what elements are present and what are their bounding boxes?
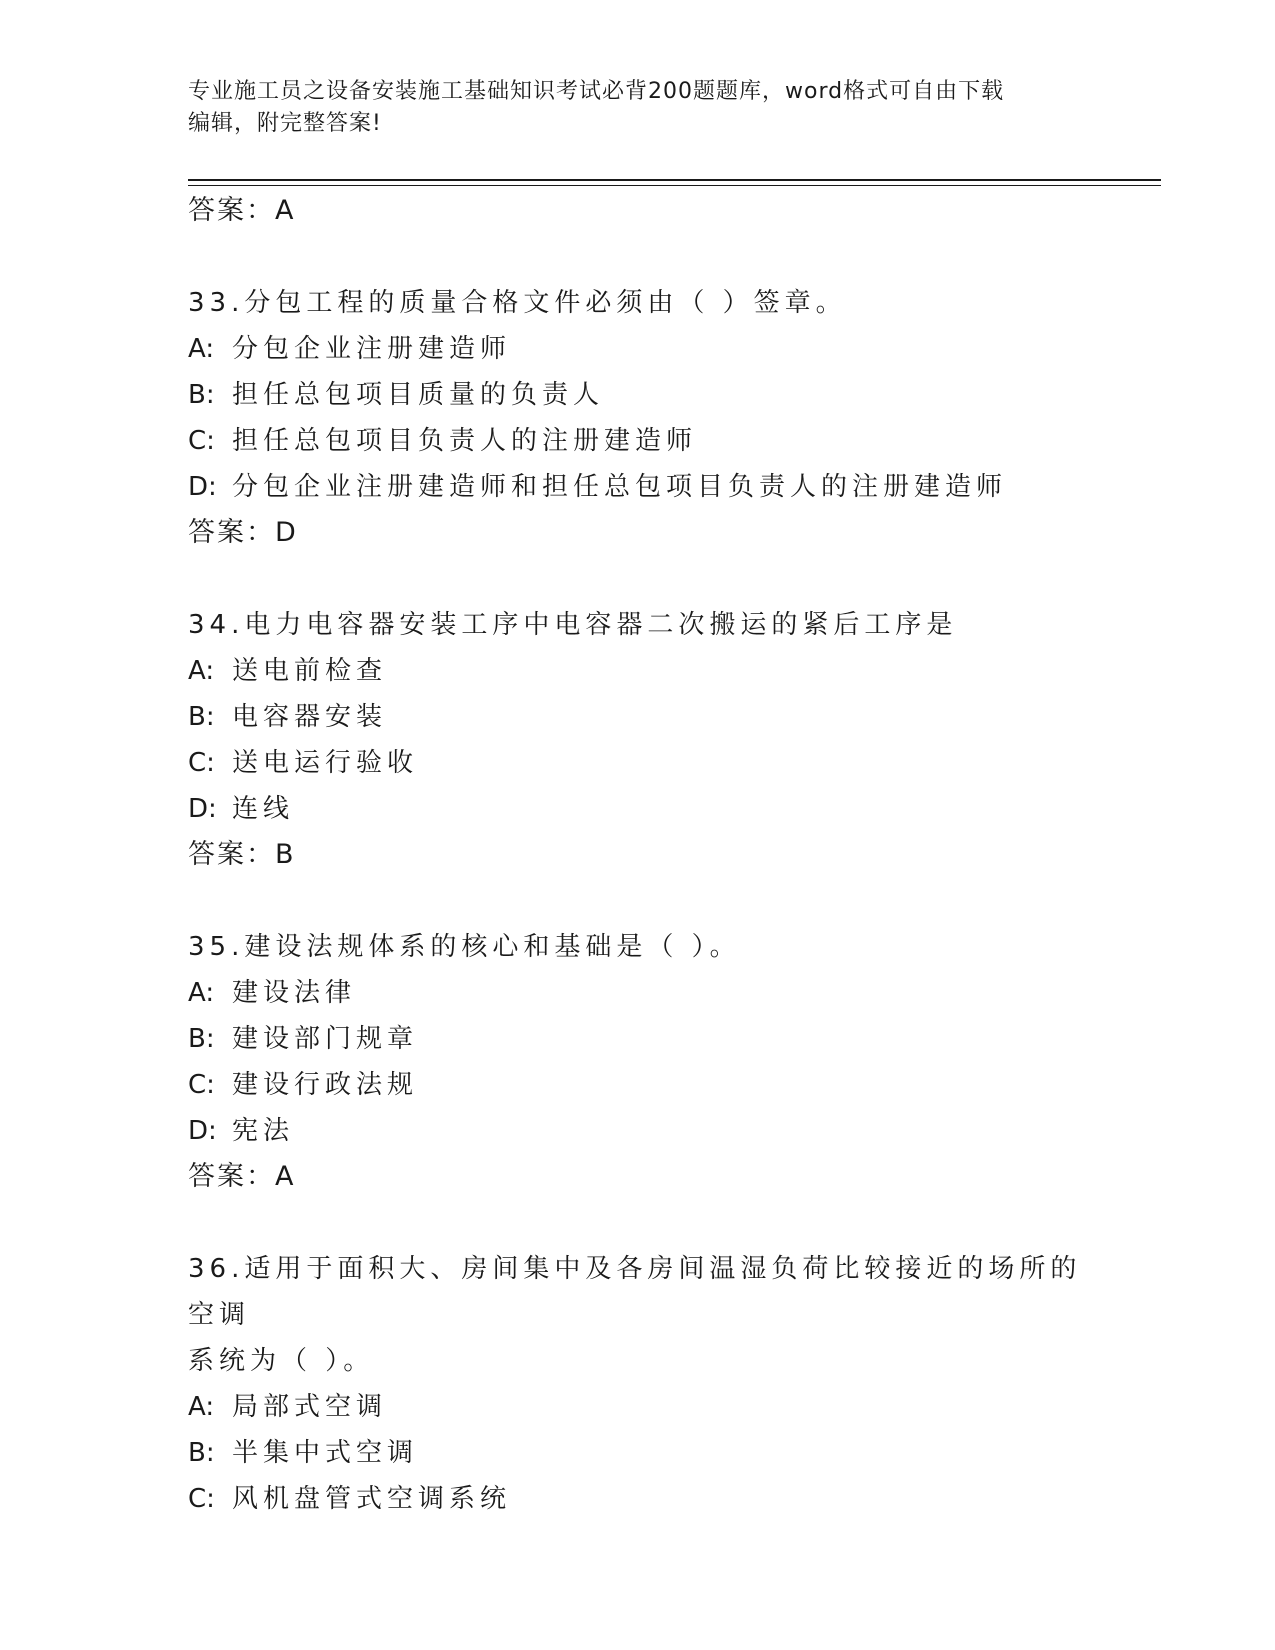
option-d: D: 连线 bbox=[188, 794, 295, 824]
question-34 bbox=[188, 602, 1088, 878]
option-a: A: 分包企业注册建造师 bbox=[188, 334, 512, 364]
header-rule-thick bbox=[188, 179, 1161, 181]
question-text-line-1: 36.适用于面积大、房间集中及各房间温湿负荷比较接近的场所的空调 bbox=[188, 1254, 1082, 1330]
option-a: A: 送电前检查 bbox=[188, 656, 388, 686]
question-33 bbox=[188, 280, 1088, 556]
option-d: D: 宪法 bbox=[188, 1116, 295, 1146]
answer-line: 答案：D bbox=[188, 517, 298, 548]
header-rule-thin bbox=[188, 185, 1161, 186]
option-c: C: 送电运行验收 bbox=[188, 748, 419, 778]
answer-line: 答案：A bbox=[188, 195, 296, 226]
option-b: B: 半集中式空调 bbox=[188, 1438, 419, 1468]
answer-line: 答案：B bbox=[188, 839, 296, 870]
option-c: C: 建设行政法规 bbox=[188, 1070, 419, 1100]
option-a: A: 局部式空调 bbox=[188, 1392, 388, 1422]
header-line-1: 专业施工员之设备安装施工基础知识考试必背200题题库，word格式可自由下载 bbox=[188, 79, 1005, 104]
option-a: A: 建设法律 bbox=[188, 978, 357, 1008]
question-35 bbox=[188, 924, 1088, 1200]
option-d: D: 分包企业注册建造师和担任总包项目负责人的注册建造师 bbox=[188, 472, 1008, 502]
question-text: 34.电力电容器安装工序中电容器二次搬运的紧后工序是 bbox=[188, 610, 958, 640]
option-b: B: 建设部门规章 bbox=[188, 1024, 419, 1054]
answer-line: 答案：A bbox=[188, 1161, 296, 1192]
option-b: B: 担任总包项目质量的负责人 bbox=[188, 380, 605, 410]
question-36 bbox=[188, 1246, 1088, 1522]
option-c: C: 担任总包项目负责人的注册建造师 bbox=[188, 426, 698, 456]
document-header bbox=[188, 76, 1068, 140]
option-c: C: 风机盘管式空调系统 bbox=[188, 1484, 512, 1514]
question-text: 33.分包工程的质量合格文件必须由（ ）签章。 bbox=[188, 288, 847, 318]
question-text: 35.建设法规体系的核心和基础是（ ）。 bbox=[188, 932, 741, 962]
option-b: B: 电容器安装 bbox=[188, 702, 388, 732]
header-line-2: 编辑，附完整答案! bbox=[188, 111, 382, 136]
question-text-line-2: 系统为（ ）。 bbox=[188, 1346, 375, 1376]
document-body bbox=[188, 188, 1088, 1522]
